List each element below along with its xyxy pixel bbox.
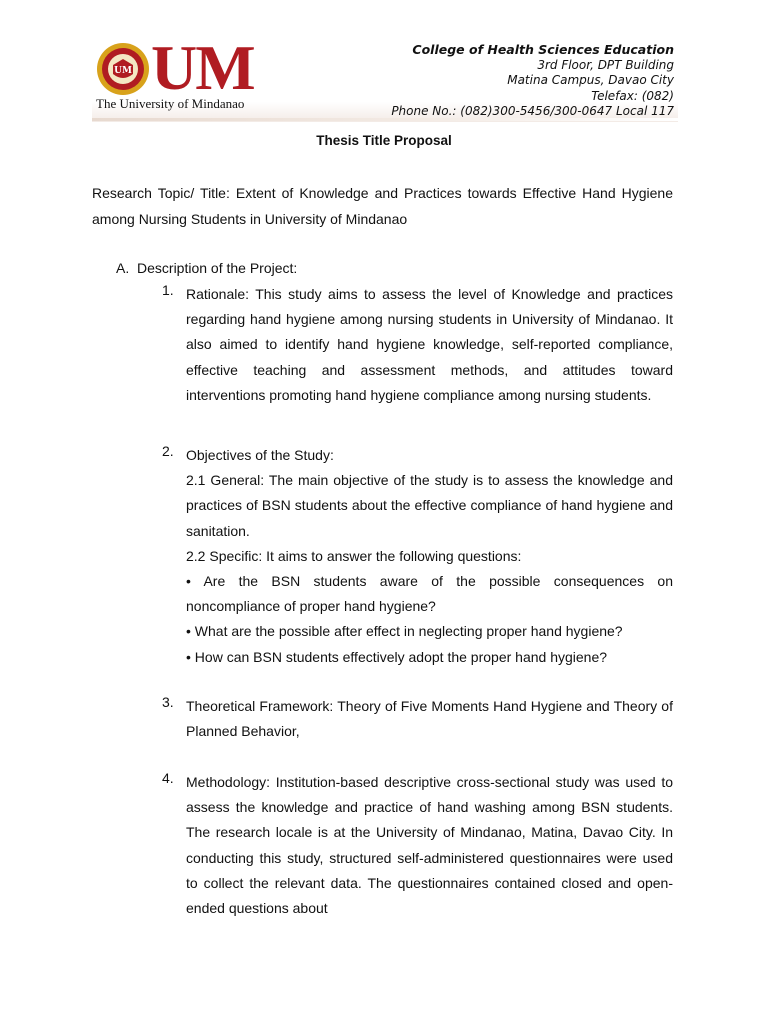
objective-specific: 2.2 Specific: It aims to answer the following questions:: [186, 547, 522, 564]
framework-text: Theoretical Framework: Theory of Five Moments Hand Hygiene and Theory of Planned Behavior,: [186, 698, 673, 740]
telefax: Telefax: (082): [591, 88, 674, 103]
objectives-heading: Objectives of the Study:: [186, 447, 334, 463]
question-item: • What are the possible after effect in neglecting proper hand hygiene?: [186, 623, 623, 640]
document-title: Thesis Title Proposal: [316, 133, 452, 148]
university-name: The University of Mindanao: [96, 96, 245, 111]
letterhead: [92, 30, 678, 122]
university-seal-icon: [96, 42, 150, 96]
item-objectives: [162, 443, 673, 670]
item-methodology: [162, 770, 673, 921]
objective-general: 2.1 General: The main objective of the study is to assess the knowledge and practices of BSN students about the effective compliance of hand hygiene and sanitation.: [186, 472, 673, 539]
question-item: • Are the BSN students aware of the possible consequences on noncompliance of proper hand hygiene?: [186, 573, 673, 615]
item-rationale: [162, 282, 673, 408]
objectives-block: [186, 443, 673, 670]
item-number: 4.: [162, 770, 174, 786]
methodology-text: Methodology: Institution-based descriptive cross-sectional study was used to assess the knowledge and practice of hand washing among BSN students. The research locale is at the University of Mindanao, Matina, Davao City. In conducting this study, structured self-administered questionnaires were used to collect the relevant data. The questionnaires contained closed and open-ended questions about: [186, 774, 673, 917]
section-a-heading: A. Description of the Project:: [116, 260, 298, 276]
item-number: 1.: [162, 282, 174, 298]
item-number: 3.: [162, 694, 174, 710]
address-line-2: Matina Campus, Davao City: [507, 73, 674, 87]
college-name: College of Health Sciences Education: [412, 42, 674, 57]
question-item: • How can BSN students effectively adopt the proper hand hygiene?: [186, 648, 608, 665]
um-logo: UM: [151, 32, 254, 103]
address-line-1: 3rd Floor, DPT Building: [537, 57, 674, 72]
item-theoretical-framework: [162, 694, 673, 744]
research-topic: Research Topic/ Title: Extent of Knowledge and Practices towards Effective Hand Hygiene among Nursing Students in University of Mindanao: [92, 185, 673, 227]
seal-initials: UM: [114, 66, 132, 76]
rationale-text: Rationale: This study aims to assess the level of Knowledge and practices regarding hand hygiene among nursing students in University of Mindanao. It also aimed to identify hand hygiene knowledge, self-reported compliance, effective teaching and assessment methods, and attitudes toward interventions promoting hand hygiene compliance among nursing students.: [186, 286, 673, 403]
contact-block: [391, 42, 674, 120]
phone-number: Phone No.: (082)300-5456/300-0647 Local 117: [391, 104, 674, 118]
item-number: 2.: [162, 443, 174, 459]
